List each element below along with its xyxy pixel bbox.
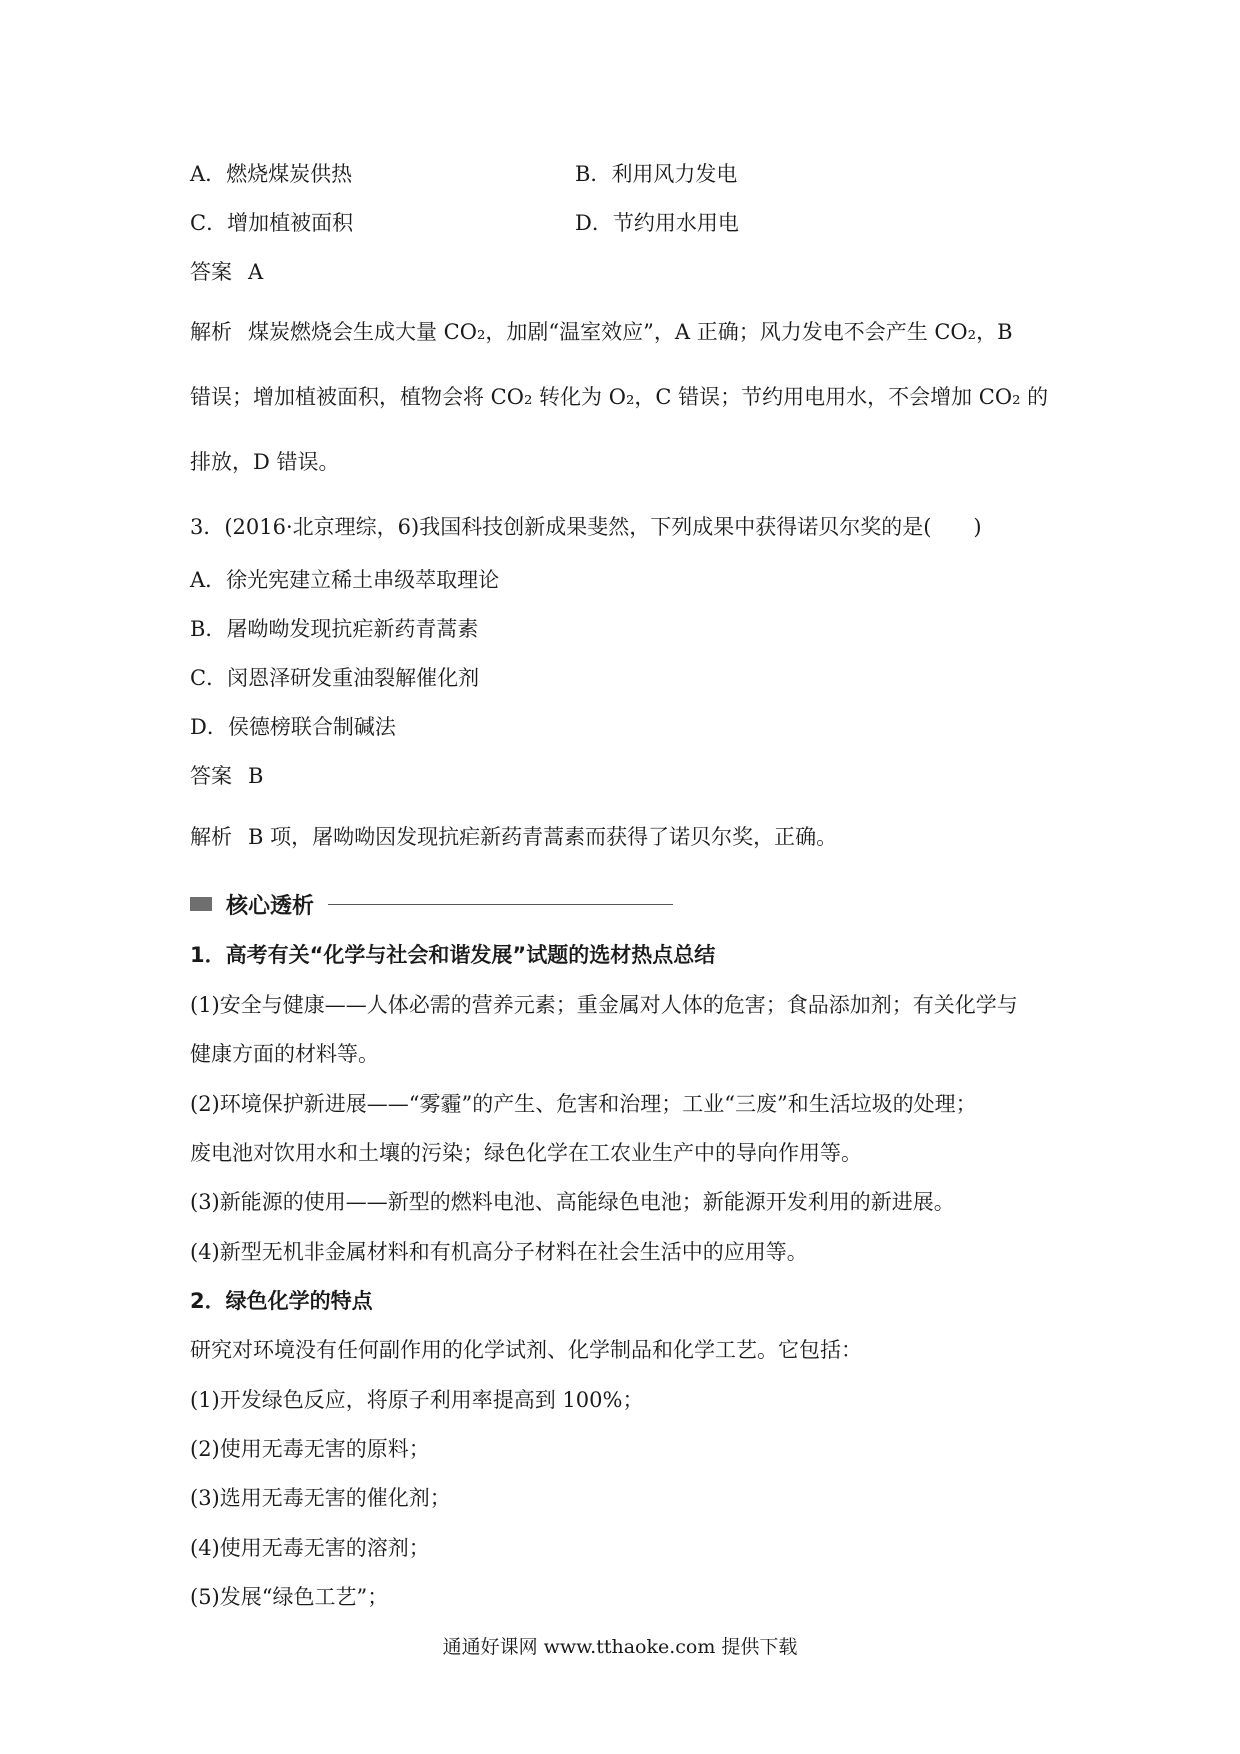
point-2-heading: 2．绿色化学的特点 bbox=[190, 1289, 373, 1313]
point-1-line-2: 健康方面的材料等。 bbox=[190, 1042, 379, 1066]
option-a: A．燃烧煤炭供热 bbox=[190, 162, 353, 186]
section-header bbox=[190, 890, 673, 918]
point-2-item-1: (1)开发绿色反应，将原子利用率提高到 100%； bbox=[190, 1388, 644, 1412]
footer-watermark: 通通好课网 www.tthaoke.com 提供下载 bbox=[442, 1636, 798, 1658]
point-1-line-4: 废电池对饮用水和土壤的污染；绿色化学在工农业生产中的导向作用等。 bbox=[190, 1141, 862, 1165]
question-3-stem: 3．(2016·北京理综，6)我国科技创新成果斐然，下列成果中获得诺贝尔奖的是( ) bbox=[190, 515, 982, 539]
point-2-item-4: (4)使用无毒无害的溶剂； bbox=[190, 1536, 430, 1560]
point-1-heading: 1．高考有关“化学与社会和谐发展”试题的选材热点总结 bbox=[190, 943, 716, 967]
q3-option-c: C．闵恩泽研发重油裂解催化剂 bbox=[190, 666, 480, 690]
option-b: B．利用风力发电 bbox=[575, 162, 738, 186]
option-d: D．节约用水用电 bbox=[575, 211, 739, 235]
analysis-line-1: 解析 煤炭燃烧会生成大量 CO₂，加剧“温室效应”，A 正确；风力发电不会产生 CO₂，B bbox=[190, 320, 1013, 344]
point-1-line-6: (4)新型无机非金属材料和有机高分子材料在社会生活中的应用等。 bbox=[190, 1240, 808, 1264]
point-2-intro: 研究对环境没有任何副作用的化学试剂、化学制品和化学工艺。它包括： bbox=[190, 1338, 862, 1362]
section-title: 核心透析 bbox=[226, 893, 315, 919]
q3-answer-line: 答案 B bbox=[190, 764, 264, 788]
section-square-icon bbox=[190, 897, 212, 911]
section-divider bbox=[328, 904, 673, 905]
q3-option-a: A．徐光宪建立稀土串级萃取理论 bbox=[190, 568, 500, 592]
point-1-line-3: (2)环境保护新进展——“雾霾”的产生、危害和治理；工业“三废”和生活垃圾的处理； bbox=[190, 1092, 977, 1116]
point-1-line-5: (3)新能源的使用——新型的燃料电池、高能绿色电池；新能源开发利用的新进展。 bbox=[190, 1190, 955, 1214]
analysis-line-2: 错误；增加植被面积，植物会将 CO₂ 转化为 O₂，C 错误；节约用电用水，不会增加 CO₂ 的 bbox=[190, 385, 1049, 409]
point-2-item-5: (5)发展“绿色工艺”； bbox=[190, 1585, 389, 1609]
point-1-line-1: (1)安全与健康——人体必需的营养元素；重金属对人体的危害；食品添加剂；有关化学与 bbox=[190, 993, 1018, 1017]
point-2-item-3: (3)选用无毒无害的催化剂； bbox=[190, 1486, 451, 1510]
option-c: C．增加植被面积 bbox=[190, 211, 354, 235]
answer-line: 答案 A bbox=[190, 260, 264, 284]
q3-option-b: B．屠呦呦发现抗疟新药青蒿素 bbox=[190, 617, 479, 641]
q3-analysis: 解析 B 项，屠呦呦因发现抗疟新药青蒿素而获得了诺贝尔奖，正确。 bbox=[190, 825, 838, 849]
q3-option-d: D．侯德榜联合制碱法 bbox=[190, 715, 396, 739]
analysis-line-3: 排放，D 错误。 bbox=[190, 450, 340, 474]
point-2-item-2: (2)使用无毒无害的原料； bbox=[190, 1437, 430, 1461]
